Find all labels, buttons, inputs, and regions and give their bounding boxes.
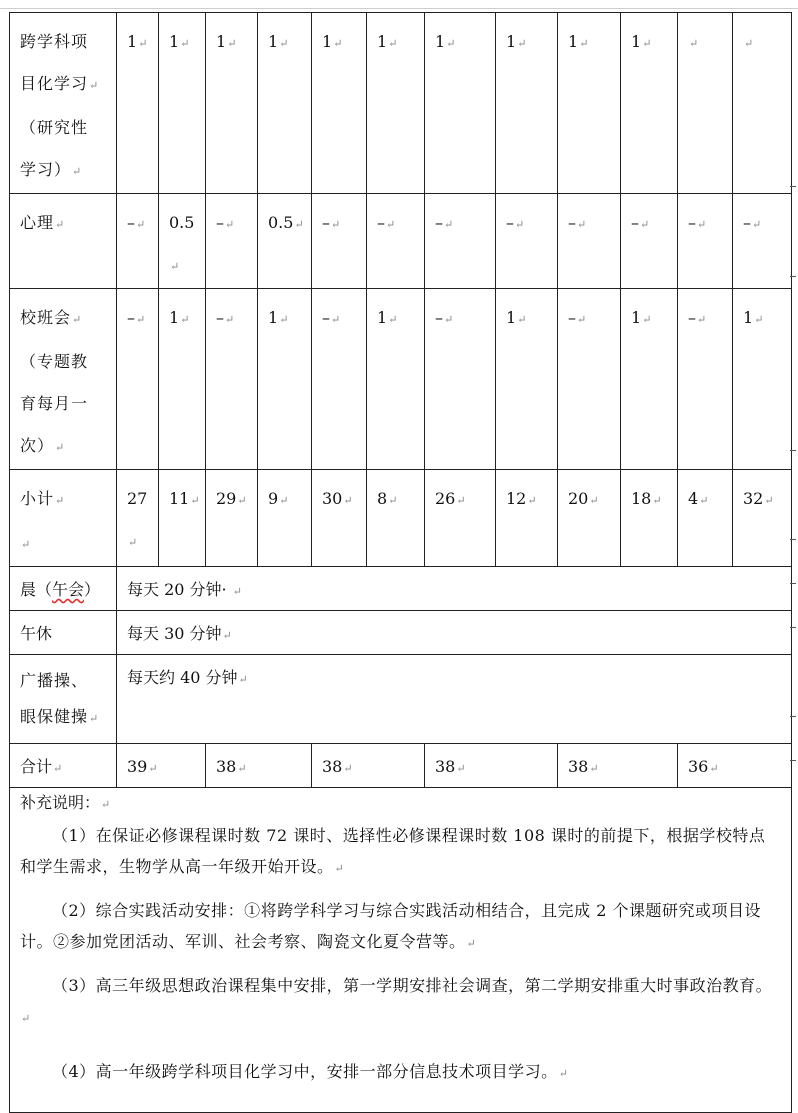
table-cell: 18↵ <box>621 470 678 567</box>
table-cell: 0.5↵ <box>258 194 312 289</box>
table-cell: 1↵ <box>117 13 159 194</box>
table-cell: 1↵ <box>496 13 558 194</box>
page-top-edge <box>0 0 798 9</box>
table-cell: –↵ <box>558 194 621 289</box>
table-cell: 11↵ <box>159 470 206 567</box>
note-item-4: （4）高一年级跨学科项目化学习中，安排一部分信息技术项目学习。↵ <box>52 1062 569 1081</box>
table-cell: –↵ <box>621 194 678 289</box>
row-label-psychology: 心理↵ <box>10 194 117 289</box>
table-cell: –↵ <box>206 194 258 289</box>
table-cell: –↵ <box>367 194 425 289</box>
table-cell: 1↵ <box>621 13 678 194</box>
table-cell: 1↵ <box>159 13 206 194</box>
table-cell: 1↵ <box>159 289 206 470</box>
note-item-1: （1）在保证必修课程课时数 72 课时、选择性必修课程课时数 108 课时的前提下，根据学校特点和学生需求，生物学从高一年级开始开设。↵ <box>20 826 766 876</box>
notes-title: 补充说明：↵ <box>20 793 111 812</box>
table-cell: 30↵ <box>312 470 367 567</box>
table-row-class-meeting <box>10 289 792 470</box>
table-cell: 1↵ <box>367 289 425 470</box>
table-cell: 39↵ <box>117 744 206 788</box>
row-label-subtotal: 小计↵ ↵ <box>10 470 117 567</box>
table-cell: –↵ <box>312 194 367 289</box>
table-cell: 1↵ <box>496 289 558 470</box>
table-row-nap <box>10 611 792 655</box>
table-cell: 4↵ <box>678 470 733 567</box>
table-cell: 1↵ <box>312 13 367 194</box>
table-cell: –↵ <box>678 194 733 289</box>
table-row-total <box>10 744 792 788</box>
row-label-morning: 晨（午会） <box>10 567 117 611</box>
schedule-table <box>9 12 792 1113</box>
table-cell: 1↵ <box>206 13 258 194</box>
table-row-interdisciplinary <box>10 13 792 194</box>
table-cell: –↵ <box>425 289 496 470</box>
row-label-nap: 午休 <box>10 611 117 655</box>
table-cell: 9↵ <box>258 470 312 567</box>
table-cell: 12↵ <box>496 470 558 567</box>
table-cell-wide: 每天约 40 分钟↵ <box>117 655 792 744</box>
table-cell: –↵ <box>558 289 621 470</box>
table-row-subtotal <box>10 470 792 567</box>
table-cell: –↵ <box>117 289 159 470</box>
table-cell: ↵ <box>678 13 733 194</box>
row-end-markers <box>790 14 798 1094</box>
table-cell: 1↵ <box>258 13 312 194</box>
table-cell: 1↵ <box>621 289 678 470</box>
table-cell: –↵ <box>312 289 367 470</box>
table-row-morning <box>10 567 792 611</box>
table-cell: –↵ <box>206 289 258 470</box>
row-label-interdisciplinary: 跨学科项 目化学习↵ （研究性 学习）↵ <box>10 13 117 194</box>
table-cell: 32↵ <box>733 470 792 567</box>
notes-cell <box>10 788 792 1113</box>
table-cell: 1↵ <box>733 289 792 470</box>
table-cell: 38↵ <box>206 744 312 788</box>
note-item-3: （3）高三年级思想政治课程集中安排，第一学期安排社会调查，第二学期安排重大时事政治教育。↵ <box>21 976 773 1025</box>
table-cell: 1↵ <box>558 13 621 194</box>
table-cell-wide: 每天 30 分钟↵ <box>117 611 792 655</box>
table-row-psychology <box>10 194 792 289</box>
row-label-exercise: 广播操、 眼保健操↵ <box>10 655 117 744</box>
table-cell: 38↵ <box>558 744 678 788</box>
table-cell: 1↵ <box>367 13 425 194</box>
table-cell: 1↵ <box>258 289 312 470</box>
table-cell: –↵ <box>678 289 733 470</box>
table-cell: ↵ <box>733 13 792 194</box>
table-cell: 0.5↵ <box>159 194 206 289</box>
row-label-class-meeting: 校班会↵ （专题教 育每月一 次）↵ <box>10 289 117 470</box>
table-cell: –↵ <box>117 194 159 289</box>
table-cell: 26↵ <box>425 470 496 567</box>
table-cell: 38↵ <box>425 744 558 788</box>
table-cell: –↵ <box>425 194 496 289</box>
table-cell: 1↵ <box>425 13 496 194</box>
table-cell: 27↵ <box>117 470 159 567</box>
table-row-notes <box>10 788 792 1113</box>
table-cell: –↵ <box>496 194 558 289</box>
table-cell: 29↵ <box>206 470 258 567</box>
table-cell: 8↵ <box>367 470 425 567</box>
table-row-exercise <box>10 655 792 744</box>
table-cell: 38↵ <box>312 744 425 788</box>
table-cell: 36↵ <box>678 744 792 788</box>
note-item-2: （2）综合实践活动安排：①将跨学科学习与综合实践活动相结合，且完成 2 个课题研究或项目设计。②参加党团活动、军训、社会考察、陶瓷文化夏令营等。↵ <box>20 901 762 951</box>
row-label-total: 合计↵ <box>10 744 117 788</box>
table-cell: 20↵ <box>558 470 621 567</box>
table-cell-wide: 每天 20 分钟· ↵ <box>117 567 792 611</box>
table-cell: –↵ <box>733 194 792 289</box>
